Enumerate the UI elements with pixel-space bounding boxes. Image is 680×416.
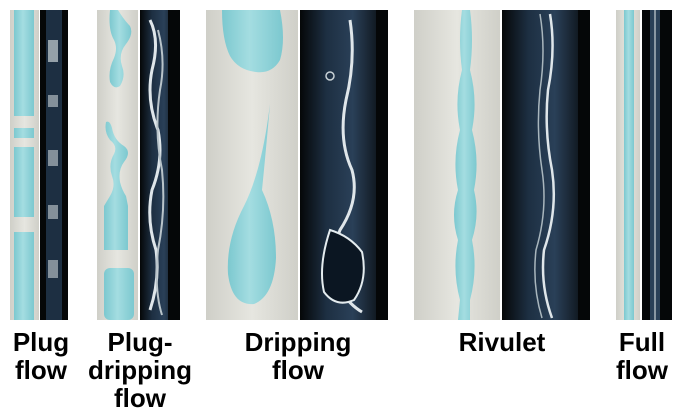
plug-slug [14,128,34,138]
label-plug-dripping-flow [78,328,202,412]
label-line: flow [114,383,166,413]
plug-reflection [48,95,58,107]
rivulet-photo [502,10,590,320]
plug-dripping-photo-edge [168,10,180,320]
label-dripping-flow [228,328,368,384]
label-line: flow [616,355,668,385]
dripping-photo-edge [376,10,388,320]
plug-slug [14,10,34,116]
full-photo-highlight [654,10,656,320]
plug-dripping-slug [104,268,134,320]
rivulet-flow-panel [414,10,590,320]
plug-reflection [48,40,58,62]
label-plug-flow [5,328,77,384]
full-flow-panel [616,10,672,320]
full-film [624,10,634,320]
plug-slug [14,232,34,320]
label-full-flow [606,328,678,384]
plug-reflection [48,205,58,219]
label-line: flow [15,355,67,385]
rivulet-photo-edge [578,10,590,320]
dripping-flow-panel [206,10,388,320]
plug-flow-panel [10,10,68,320]
label-line: Plug- [107,327,173,357]
label-line: Full [618,327,666,357]
label-line: Dripping [244,327,352,357]
label-line: Plug [12,327,70,357]
plug-reflection [48,150,58,166]
label-line: flow [272,355,324,385]
plug-slug [14,147,34,217]
plug-dripping-flow-panel [97,10,180,320]
label-line: Rivulet [458,327,546,357]
label-line: dripping [88,355,192,385]
label-rivulet [440,328,564,356]
plug-reflection [48,260,58,278]
